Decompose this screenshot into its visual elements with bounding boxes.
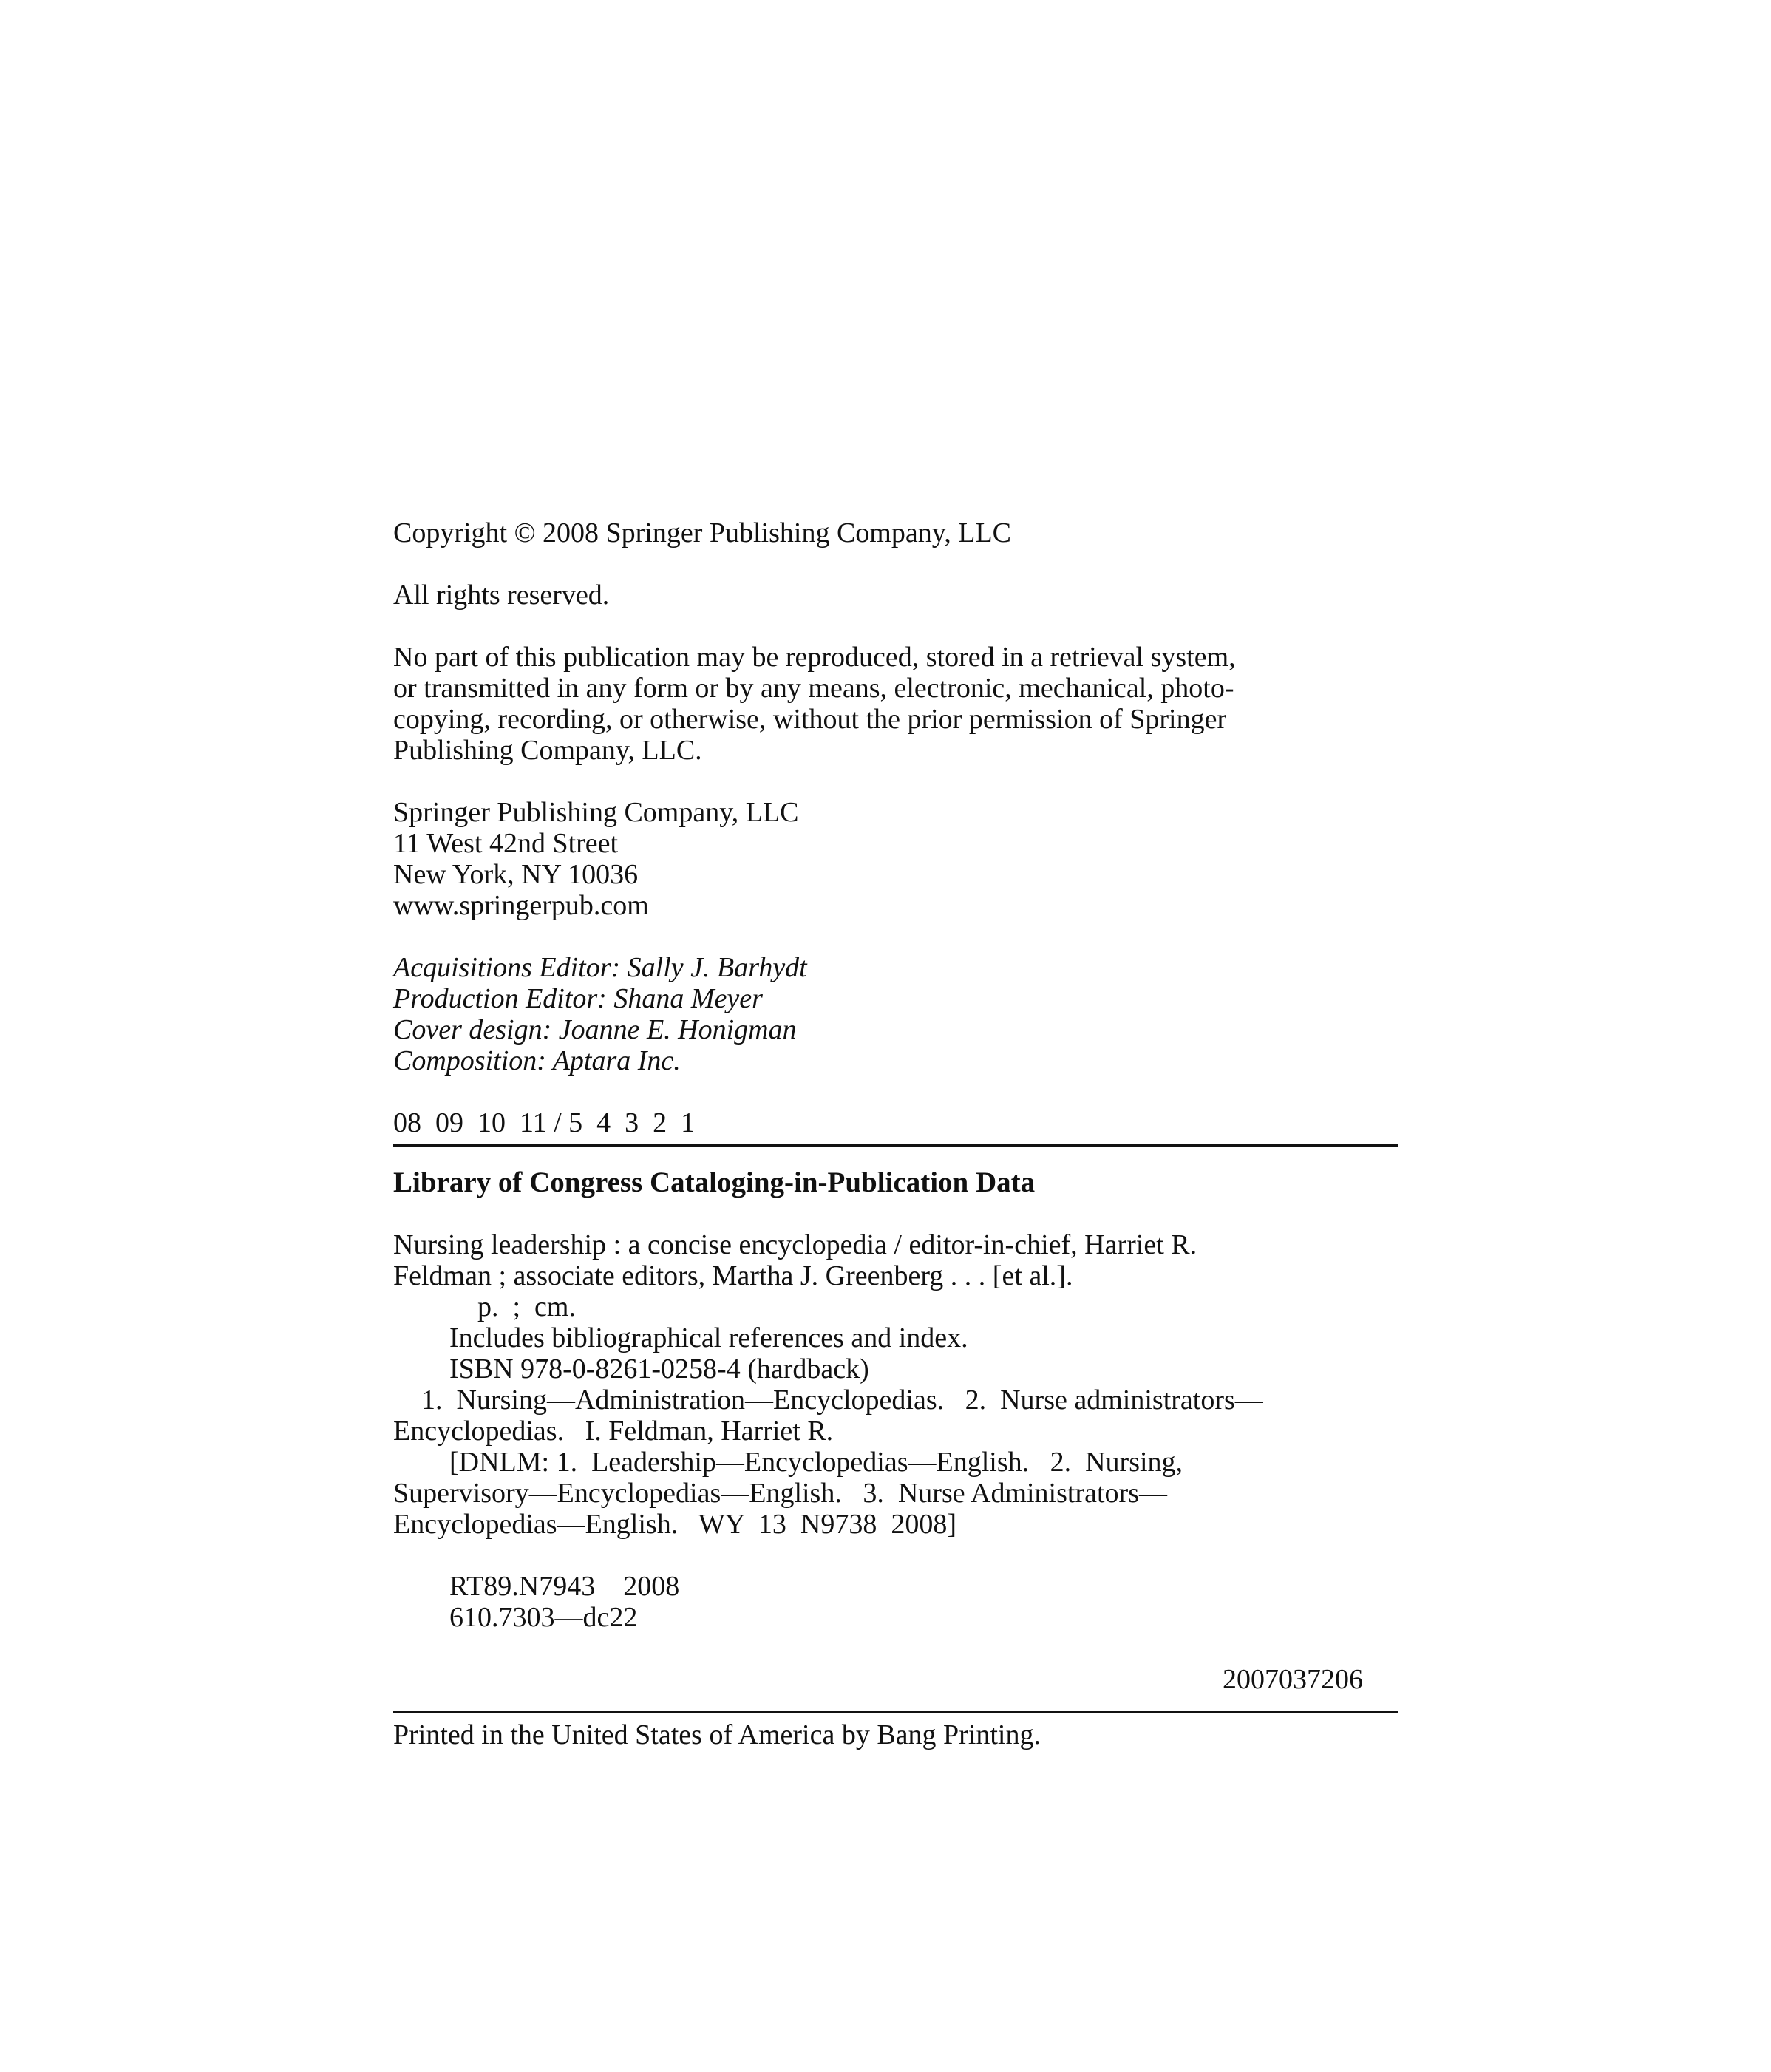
publisher-address xyxy=(393,797,1398,921)
reproduction-notice xyxy=(393,642,1398,766)
cip-dewey: 610.7303—dc22 xyxy=(449,1602,638,1633)
spacer xyxy=(393,611,1398,642)
spacer xyxy=(393,1198,1398,1229)
cip-physical: p. ; cm. xyxy=(477,1291,576,1322)
credit-composition: Composition: Aptara Inc. xyxy=(393,1045,681,1076)
spacer xyxy=(393,548,1398,580)
publisher-city: New York, NY 10036 xyxy=(393,859,639,890)
cip-record xyxy=(393,1229,1398,1695)
notice-line: No part of this publication may be reproduced, stored in a retrieval system, xyxy=(393,642,1236,673)
cip-isbn: ISBN 978-0-8261-0258-4 (hardback) xyxy=(449,1353,869,1385)
cip-subject-line: Encyclopedias. I. Feldman, Harriet R. xyxy=(393,1416,834,1447)
divider xyxy=(393,1144,1398,1147)
credit-acquisitions-editor: Acquisitions Editor: Sally J. Barhydt xyxy=(393,952,807,983)
publisher-name: Springer Publishing Company, LLC xyxy=(393,797,799,828)
cip-title-line: Feldman ; associate editors, Martha J. Greenberg . . . [et al.]. xyxy=(393,1260,1073,1291)
rights-reserved: All rights reserved. xyxy=(393,580,610,611)
copyright-line: Copyright © 2008 Springer Publishing Company, LLC xyxy=(393,517,1012,548)
notice-line: or transmitted in any form or by any means, electronic, mechanical, photo- xyxy=(393,673,1234,704)
notice-line: copying, recording, or otherwise, without the prior permission of Springer xyxy=(393,704,1227,735)
cip-dnlm-line: [DNLM: 1. Leadership—Encyclopedias—English. 2. Nursing, xyxy=(449,1447,1183,1478)
notice-line: Publishing Company, LLC. xyxy=(393,735,702,766)
spacer xyxy=(393,921,1398,952)
cip-dnlm-line: Encyclopedias—English. WY 13 N9738 2008] xyxy=(393,1509,957,1540)
printing-line: 08 09 10 11 / 5 4 3 2 1 xyxy=(393,1107,696,1138)
cip-dnlm-line: Supervisory—Encyclopedias—English. 3. Nurse Administrators— xyxy=(393,1478,1167,1509)
copyright-page xyxy=(393,517,1398,1750)
spacer xyxy=(393,1076,1398,1107)
spacer xyxy=(393,1633,1398,1664)
cip-lccn: 2007037206 xyxy=(1223,1664,1363,1695)
spacer xyxy=(393,1540,1398,1571)
cip-subject-line: 1. Nursing—Administration—Encyclopedias. 2. Nurse administrators— xyxy=(421,1385,1263,1416)
cip-heading: Library of Congress Cataloging-in-Publication Data xyxy=(393,1166,1036,1198)
spacer xyxy=(393,766,1398,797)
publisher-street: 11 West 42nd Street xyxy=(393,828,619,859)
credits xyxy=(393,952,1398,1076)
credit-cover-design: Cover design: Joanne E. Honigman xyxy=(393,1014,797,1045)
credit-production-editor: Production Editor: Shana Meyer xyxy=(393,983,763,1014)
cip-title-line: Nursing leadership : a concise encyclopedia / editor-in-chief, Harriet R. xyxy=(393,1229,1197,1260)
printed-in: Printed in the United States of America by Bang Printing. xyxy=(393,1719,1041,1750)
cip-notes: Includes bibliographical references and index. xyxy=(449,1322,968,1353)
cip-call-number: RT89.N7943 2008 xyxy=(449,1571,680,1602)
divider xyxy=(393,1711,1398,1713)
publisher-website: www.springerpub.com xyxy=(393,890,649,921)
